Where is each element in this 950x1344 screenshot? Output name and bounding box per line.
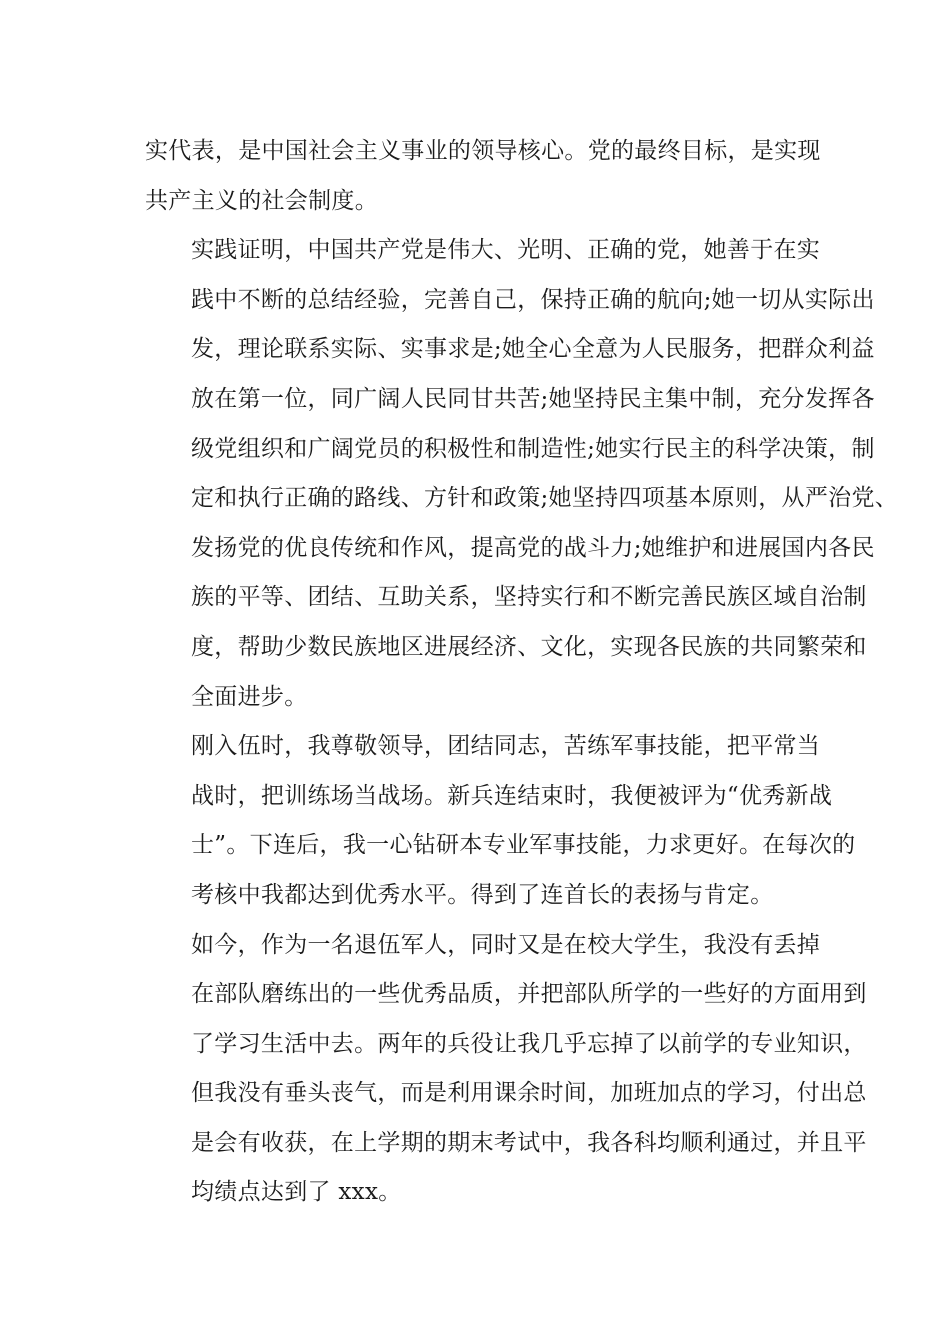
paragraph-3 [145,722,856,920]
text-line: 共产主义的社会制度。 [145,187,378,214]
paragraph-1 [145,127,835,226]
text-line: 但我没有垂头丧气，而是利用课余时间，加班加点的学习，付出总 [191,1080,867,1107]
text-line: 践中不断的总结经验，完善自己，保持正确的航向;她一切从实际出 [191,286,875,313]
text-line: 族的平等、团结、互助关系，坚持实行和不断完善民族区域自治制 [191,584,867,611]
text-line: 度，帮助少数民族地区进展经济、文化，实现各民族的共同繁荣和 [191,633,867,660]
text-line: 均绩点达到了 xxx。 [191,1179,402,1206]
document-body [145,127,899,1218]
text-line: 在部队磨练出的一些优秀品质，并把部队所学的一些好的方面用到 [191,981,867,1008]
text-line: 士”。下连后，我一心钻研本专业军事技能，力求更好。在每次的 [191,832,856,859]
text-line: 是会有收获，在上学期的期末考试中，我各科均顺利通过，并且平 [191,1129,867,1156]
text-line: 刚入伍时，我尊敬领导，团结同志，苦练军事技能，把平常当 [191,733,821,760]
text-line: 级党组织和广阔党员的积极性和制造性;她实行民主的科学决策，制 [191,435,875,462]
paragraph-4 [145,921,867,1219]
text-line: 实代表，是中国社会主义事业的领导核心。党的最终目标，是实现 [145,138,821,164]
text-line: 战时，把训练场当战场。新兵连结束时，我便被评为“优秀新战 [191,782,833,809]
text-line: 考核中我都达到优秀水平。得到了连首长的表扬与肯定。 [191,881,774,908]
text-line: 实践证明，中国共产党是伟大、光明、正确的党，她善于在实 [191,237,821,264]
text-line: 定和执行正确的路线、方针和政策;她坚持四项基本原则，从严治党、 [191,485,899,512]
text-line: 发扬党的优良传统和作风，提高党的战斗力;她维护和进展国内各民 [191,534,875,561]
text-line: 全面进步。 [191,683,308,710]
paragraph-2 [145,226,899,722]
text-line: 发，理论联系实际、实事求是;她全心全意为人民服务，把群众利益 [191,336,875,363]
text-line: 如今，作为一名退伍军人，同时又是在校大学生，我没有丢掉 [191,931,821,958]
text-line: 了学习生活中去。两年的兵役让我几乎忘掉了以前学的专业知识， [191,1030,867,1057]
text-line: 放在第一位，同广阔人民同甘共苦;她坚持民主集中制，充分发挥各 [191,385,875,412]
